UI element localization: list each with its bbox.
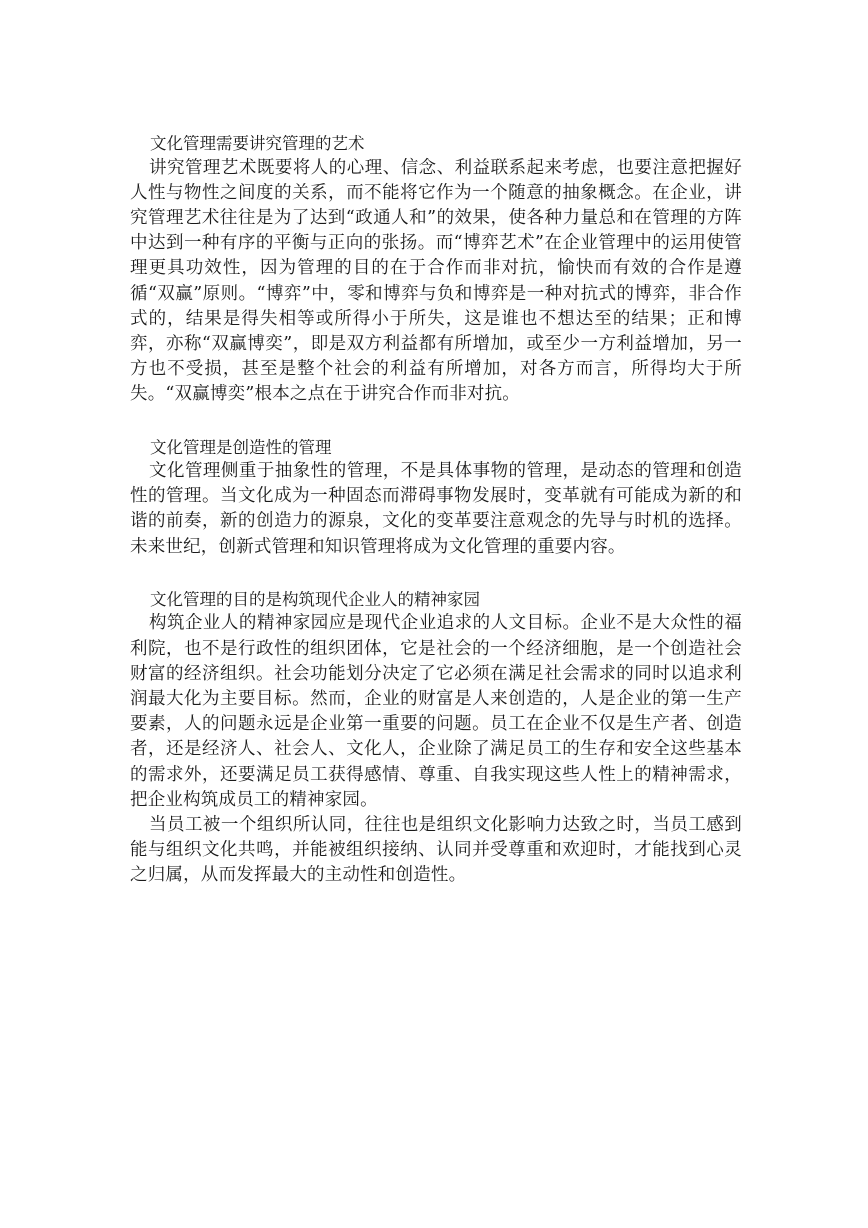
document-page: [130, 132, 742, 889]
section-management-art: [130, 132, 742, 408]
section-heading: 文化管理需要讲究管理的艺术: [150, 134, 365, 153]
paragraph: 当员工被一个组织所认同，往往也是组织文化影响力达致之时，当员工感到能与组织文化共鸣，并能被组织接纳、认同并受尊重和欢迎时，才能找到心灵之归属，从而发挥最大的主动性和创造性。: [130, 814, 742, 886]
section-creative-management: [130, 436, 742, 560]
paragraph: 讲究管理艺术既要将人的心理、信念、利益联系起来考虑，也要注意把握好人性与物性之间度的关系，而不能将它作为一个随意的抽象概念。在企业，讲究管理艺术往往是为了达到“政通人和”的效果，使各种力量总和在管理的方阵中达到一种有序的平衡与正向的张扬。而“博弈艺术”在企业管理中的运用使管理更具功效性，因为管理的目的在于合作而非对抗，愉快而有效的合作是遵循“双赢”原则。“博弈”中，零和博弈与负和博弈是一种对抗式的博弈，非合作式的，结果是得失相等或所得小于所失，这是谁也不想达至的结果；正和博弈，亦称“双赢博奕”，即是双方利益都有所增加，或至少一方利益增加，另一方也不受损，甚至是整个社会的利益有所增加，对各方而言，所得均大于所失。“双赢博奕”根本之点在于讲究合作而非对抗。: [130, 157, 742, 405]
paragraph: 构筑企业人的精神家园应是现代企业追求的人文目标。企业不是大众性的福利院，也不是行政性的组织团体，它是社会的一个经济细胞，是一个创造社会财富的经济组织。社会功能划分决定了它必须在满足社会需求的同时以追求利润最大化为主要目标。然而，企业的财富是人来创造的，人是企业的第一生产要素，人的问题永远是企业第一重要的问题。员工在企业不仅是生产者、创造者，还是经济人、社会人、文化人，企业除了满足员工的生存和安全这些基本的需求外，还要满足员工获得感情、尊重、自我实现这些人性上的精神需求，把企业构筑成员工的精神家园。: [130, 613, 742, 810]
section-spiritual-home: [130, 588, 742, 889]
paragraph: 文化管理侧重于抽象性的管理，不是具体事物的管理，是动态的管理和创造性的管理。当文化成为一种固态而滞碍事物发展时，变革就有可能成为新的和谐的前奏，新的创造力的源泉，文化的变革要注意观念的先导与时机的选择。未来世纪，创新式管理和知识管理将成为文化管理的重要内容。: [130, 461, 742, 557]
section-heading: 文化管理的目的是构筑现代企业人的精神家园: [150, 589, 480, 609]
section-heading: 文化管理是创造性的管理: [150, 437, 332, 457]
